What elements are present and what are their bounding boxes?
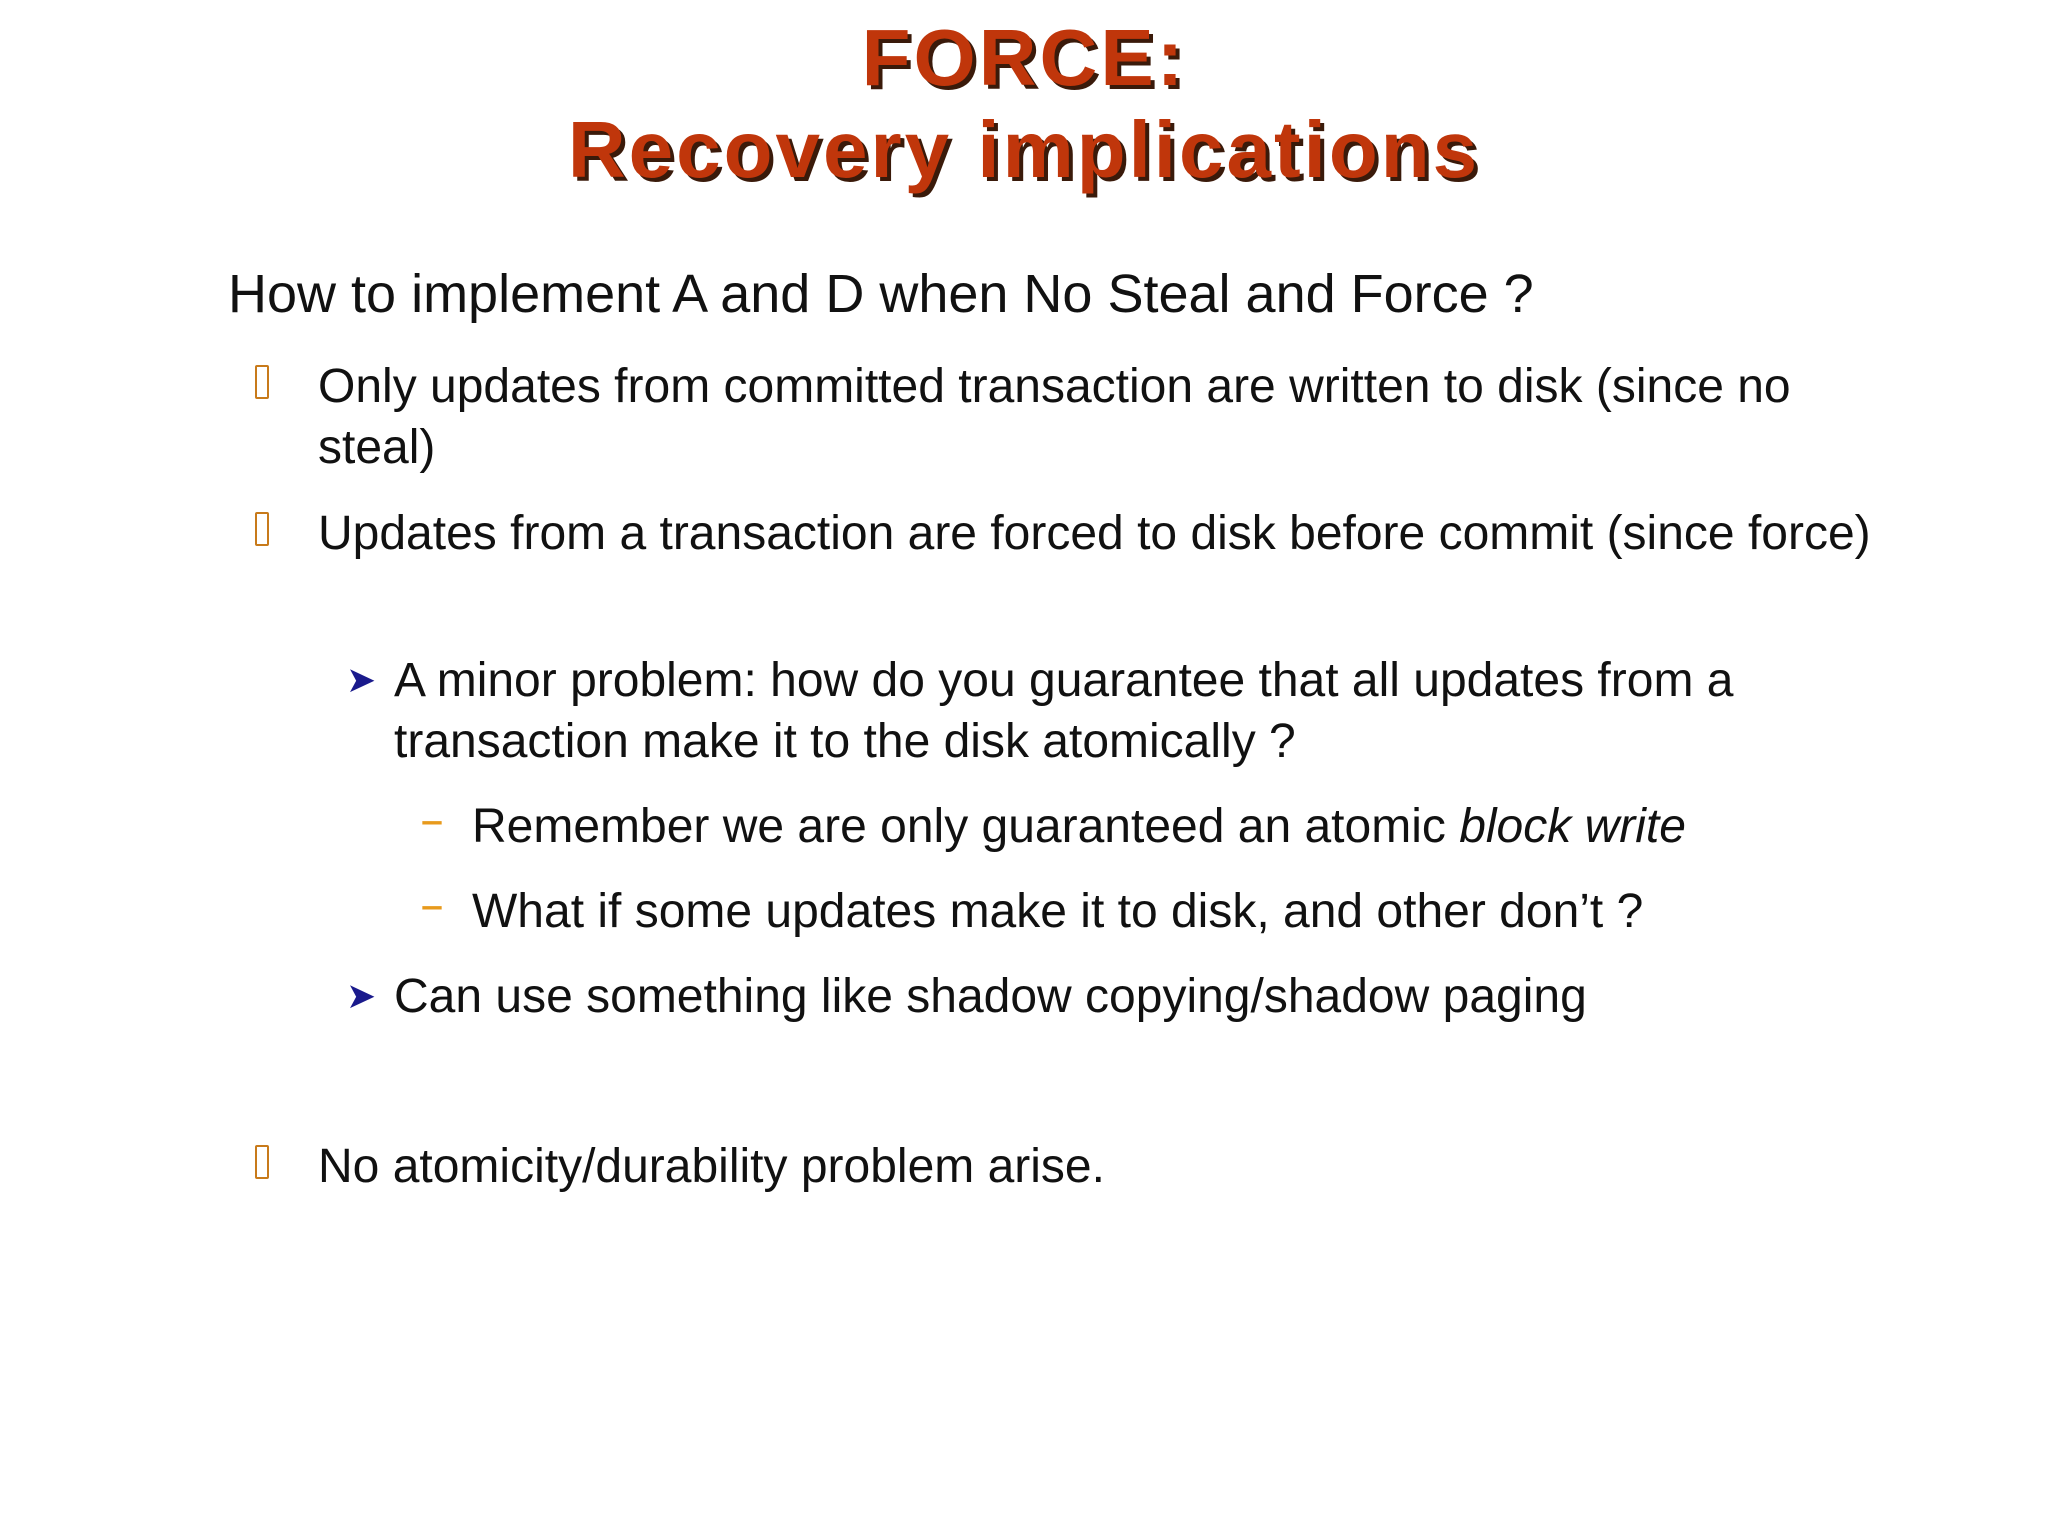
dash-bullet-icon: – — [420, 877, 444, 933]
bullet-text: A minor problem: how do you guarantee that all updates from a transaction make it to the disk atomically ? — [394, 654, 1734, 768]
square-bullet-icon — [255, 1145, 269, 1179]
bullet-text-emphasis: block write — [1459, 800, 1686, 853]
dash-bullet-icon: – — [420, 792, 444, 848]
bullet-text — [472, 796, 1872, 857]
sub-bullet-item — [346, 966, 1874, 1027]
bullet-text-plain: Remember we are only guaranteed an atomic — [472, 800, 1460, 853]
sub-sub-bullet-item — [420, 792, 1872, 857]
bullet-text: Only updates from committed transaction are written to disk (since no steal) — [318, 360, 1791, 474]
bullet-text: What if some updates make it to disk, and other don’t ? — [472, 885, 1644, 938]
sub-sub-bullet-item — [420, 877, 1872, 942]
bullet-text: Can use something like shadow copying/shadow paging — [394, 970, 1587, 1023]
bullet-item — [318, 1136, 1878, 1197]
arrow-bullet-icon: ➤ — [346, 976, 377, 1017]
title-line-1: FORCE: — [861, 13, 1187, 102]
title-line-2: Recovery implications — [567, 105, 1481, 194]
slide-heading: How to implement A and D when No Steal and Force ? — [228, 264, 1534, 324]
bullet-text: No atomicity/durability problem arise. — [318, 1140, 1105, 1193]
bullet-item — [318, 503, 1878, 564]
sub-bullet-item — [346, 650, 1874, 772]
arrow-bullet-icon: ➤ — [346, 660, 377, 701]
square-bullet-icon — [255, 512, 269, 546]
square-bullet-icon — [255, 365, 269, 399]
bullet-text: Updates from a transaction are forced to disk before commit (since force) — [318, 507, 1871, 560]
slide-title — [0, 12, 2048, 196]
bullet-item — [318, 356, 1878, 478]
